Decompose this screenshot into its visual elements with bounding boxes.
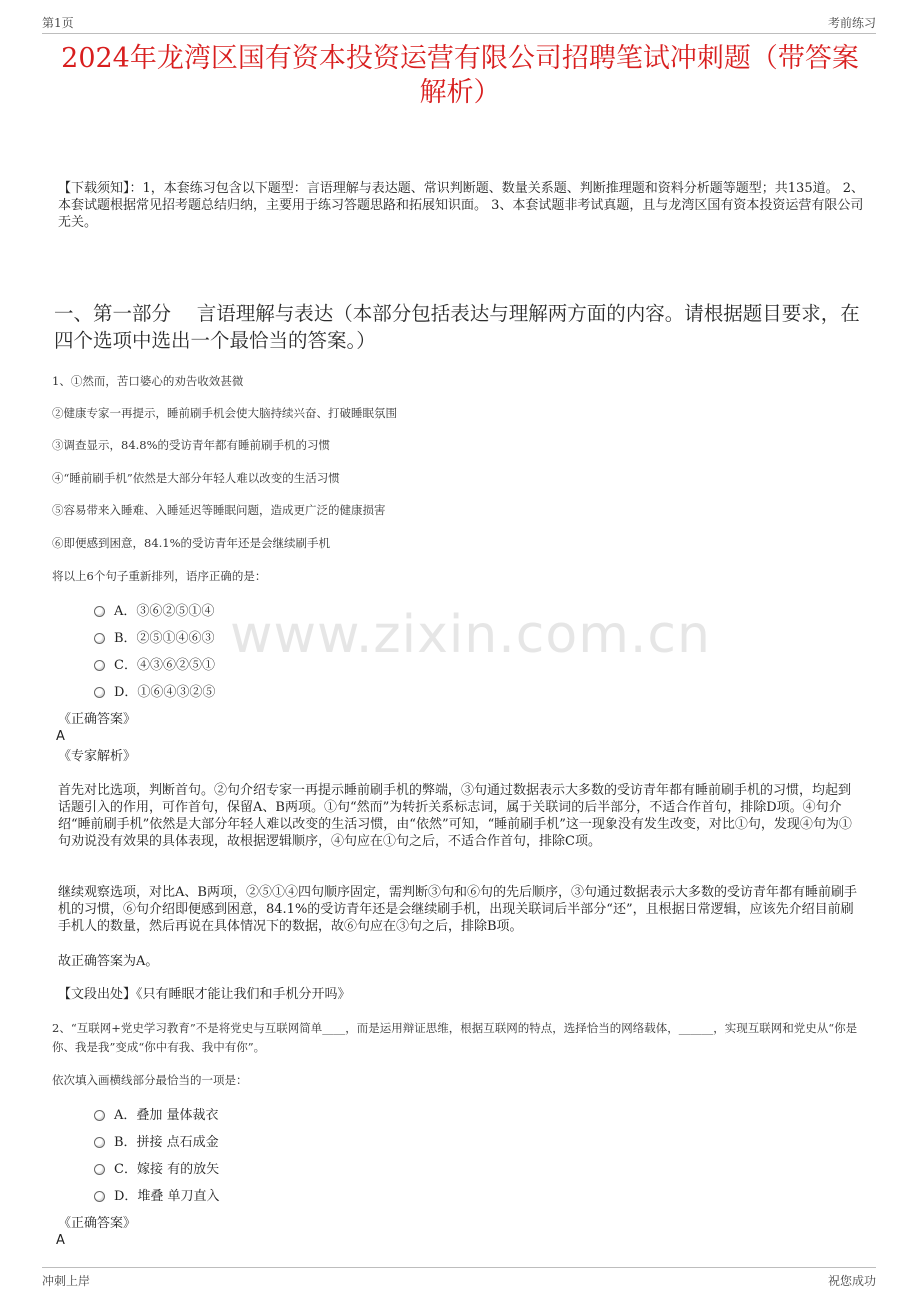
- radio-icon[interactable]: [94, 1164, 105, 1175]
- q1-option-c[interactable]: [94, 654, 215, 673]
- q1-sentence-4: ④“睡前刷手机”依然是大部分年轻人难以改变的生活习惯: [52, 471, 340, 485]
- q2-option-a[interactable]: [94, 1104, 219, 1123]
- q1-option-a[interactable]: [94, 600, 214, 619]
- watermark: www.zixin.com.cn: [230, 605, 711, 665]
- option-label: C．④③⑥②⑤①: [114, 658, 215, 673]
- radio-icon[interactable]: [94, 1191, 105, 1202]
- q1-sentence-1: 1、①然而，苦口婆心的劝告收效甚微: [52, 374, 244, 388]
- radio-icon[interactable]: [94, 1110, 105, 1121]
- q1-sentence-2: ②健康专家一再提示，睡前刷手机会使大脑持续兴奋、打破睡眠氛围: [52, 406, 397, 420]
- q1-analysis-paragraph-2: 继续观察选项，对比A、B两项，②⑤①④四句顺序固定，需判断③句和⑥句的先后顺序，③句通过数据表示大多数的受访青年都有睡前刷手机的习惯，⑥句介绍即便感到困意，84.1%的受访青年还是会继续刷手机，出现关联词后半部分“还”，且根据日常逻辑，应该先介绍目前刷手机人的数量，然后再说在具体情况下的数据，故⑥句应在③句之后，排除B项。: [58, 885, 857, 934]
- option-label: C．嫁接 有的放矢: [114, 1162, 220, 1177]
- footer-right-text: 祝您成功: [827, 1274, 876, 1288]
- option-label: B．②⑤①④⑥③: [114, 631, 215, 646]
- header-divider: [42, 33, 876, 34]
- option-label: B．拼接 点石成金: [114, 1135, 219, 1150]
- page-number: 第1页: [42, 16, 74, 30]
- q1-analysis-label: 《专家解析》: [58, 749, 137, 764]
- radio-icon[interactable]: [94, 633, 105, 644]
- q1-option-d[interactable]: [94, 681, 215, 700]
- option-label: A．叠加 量体裁衣: [114, 1108, 219, 1123]
- section-title: 一、第一部分 言语理解与表达（本部分包括表达与理解两方面的内容。请根据题目要求，在四个选项中选出一个最恰当的答案。）: [54, 302, 860, 352]
- option-label: D．堆叠 单刀直入: [114, 1189, 220, 1204]
- q1-option-b[interactable]: [94, 627, 215, 646]
- q1-prompt: 将以上6个句子重新排列，语序正确的是：: [52, 569, 267, 583]
- option-label: A．③⑥②⑤①④: [114, 604, 215, 619]
- q2-prompt: 依次填入画横线部分最恰当的一项是：: [52, 1073, 248, 1087]
- radio-icon[interactable]: [94, 660, 105, 671]
- q1-conclusion: 故正确答案为A。: [58, 954, 159, 969]
- footer-divider: [42, 1267, 876, 1268]
- q2-option-c[interactable]: [94, 1158, 219, 1177]
- radio-icon[interactable]: [94, 687, 105, 698]
- header-label: 考前练习: [827, 16, 876, 30]
- q2-option-d[interactable]: [94, 1185, 220, 1204]
- q2-option-b[interactable]: [94, 1131, 219, 1150]
- q1-sentence-3: ③调查显示，84.8%的受访青年都有睡前刷手机的习惯: [52, 438, 331, 452]
- document-title: 2024年龙湾区国有资本投资运营有限公司招聘笔试冲刺题（带答案解析）: [61, 43, 859, 108]
- q1-sentence-6: ⑥即便感到困意，84.1%的受访青年还是会继续刷手机: [52, 536, 331, 550]
- q1-source: 【文段出处】《只有睡眠才能让我们和手机分开吗》: [58, 987, 351, 1002]
- q1-answer: A: [56, 729, 65, 744]
- q2-answer-label: 《正确答案》: [58, 1216, 137, 1231]
- radio-icon[interactable]: [94, 1137, 105, 1148]
- q2-stem: 2、“互联网+党史学习教育”不是将党史与互联网简单____，而是运用辩证思维，根据互联网的特点，选择恰当的网络载体，______，实现互联网和党史从“你是你、我是我”变成“你中有我、我中有你”。: [52, 1021, 858, 1054]
- option-label: D．①⑥④③②⑤: [114, 685, 216, 700]
- q1-analysis-paragraph-1: 首先对比选项，判断首句。②句介绍专家一再提示睡前刷手机的弊端，③句通过数据表示大多数的受访青年都有睡前刷手机的习惯，均起到话题引入的作用，可作首句，保留A、B两项。①句“然而”为转折关系标志词，属于关联词的后半部分，不适合作首句，排除D项。④句介绍“睡前刷手机”依然是大部分年轻人难以改变的生活习惯，由“依然”可知，“睡前刷手机”这一现象没有发生改变，对比①句，发现④句为①句劝说没有效果的具体表现，故根据逻辑顺序，④句应在①句之后，不适合作首句，排除C项。: [58, 783, 852, 849]
- footer-left-text: 冲刺上岸: [42, 1274, 91, 1288]
- download-notice: 【下载须知】：1，本套练习包含以下题型：言语理解与表达题、常识判断题、数量关系题、判断推理题和资料分析题等题型；共135道。 2、本套试题根据常见招考题总结归纳，主要用于练习答题思路和拓展知识面。 3、本套试题非考试真题，且与龙湾区国有资本投资运营有限公司无关。: [58, 181, 864, 230]
- radio-icon[interactable]: [94, 606, 105, 617]
- q2-answer: A: [56, 1233, 65, 1248]
- q1-sentence-5: ⑤容易带来入睡难、入睡延迟等睡眠问题，造成更广泛的健康损害: [52, 503, 386, 517]
- q1-answer-label: 《正确答案》: [58, 712, 137, 727]
